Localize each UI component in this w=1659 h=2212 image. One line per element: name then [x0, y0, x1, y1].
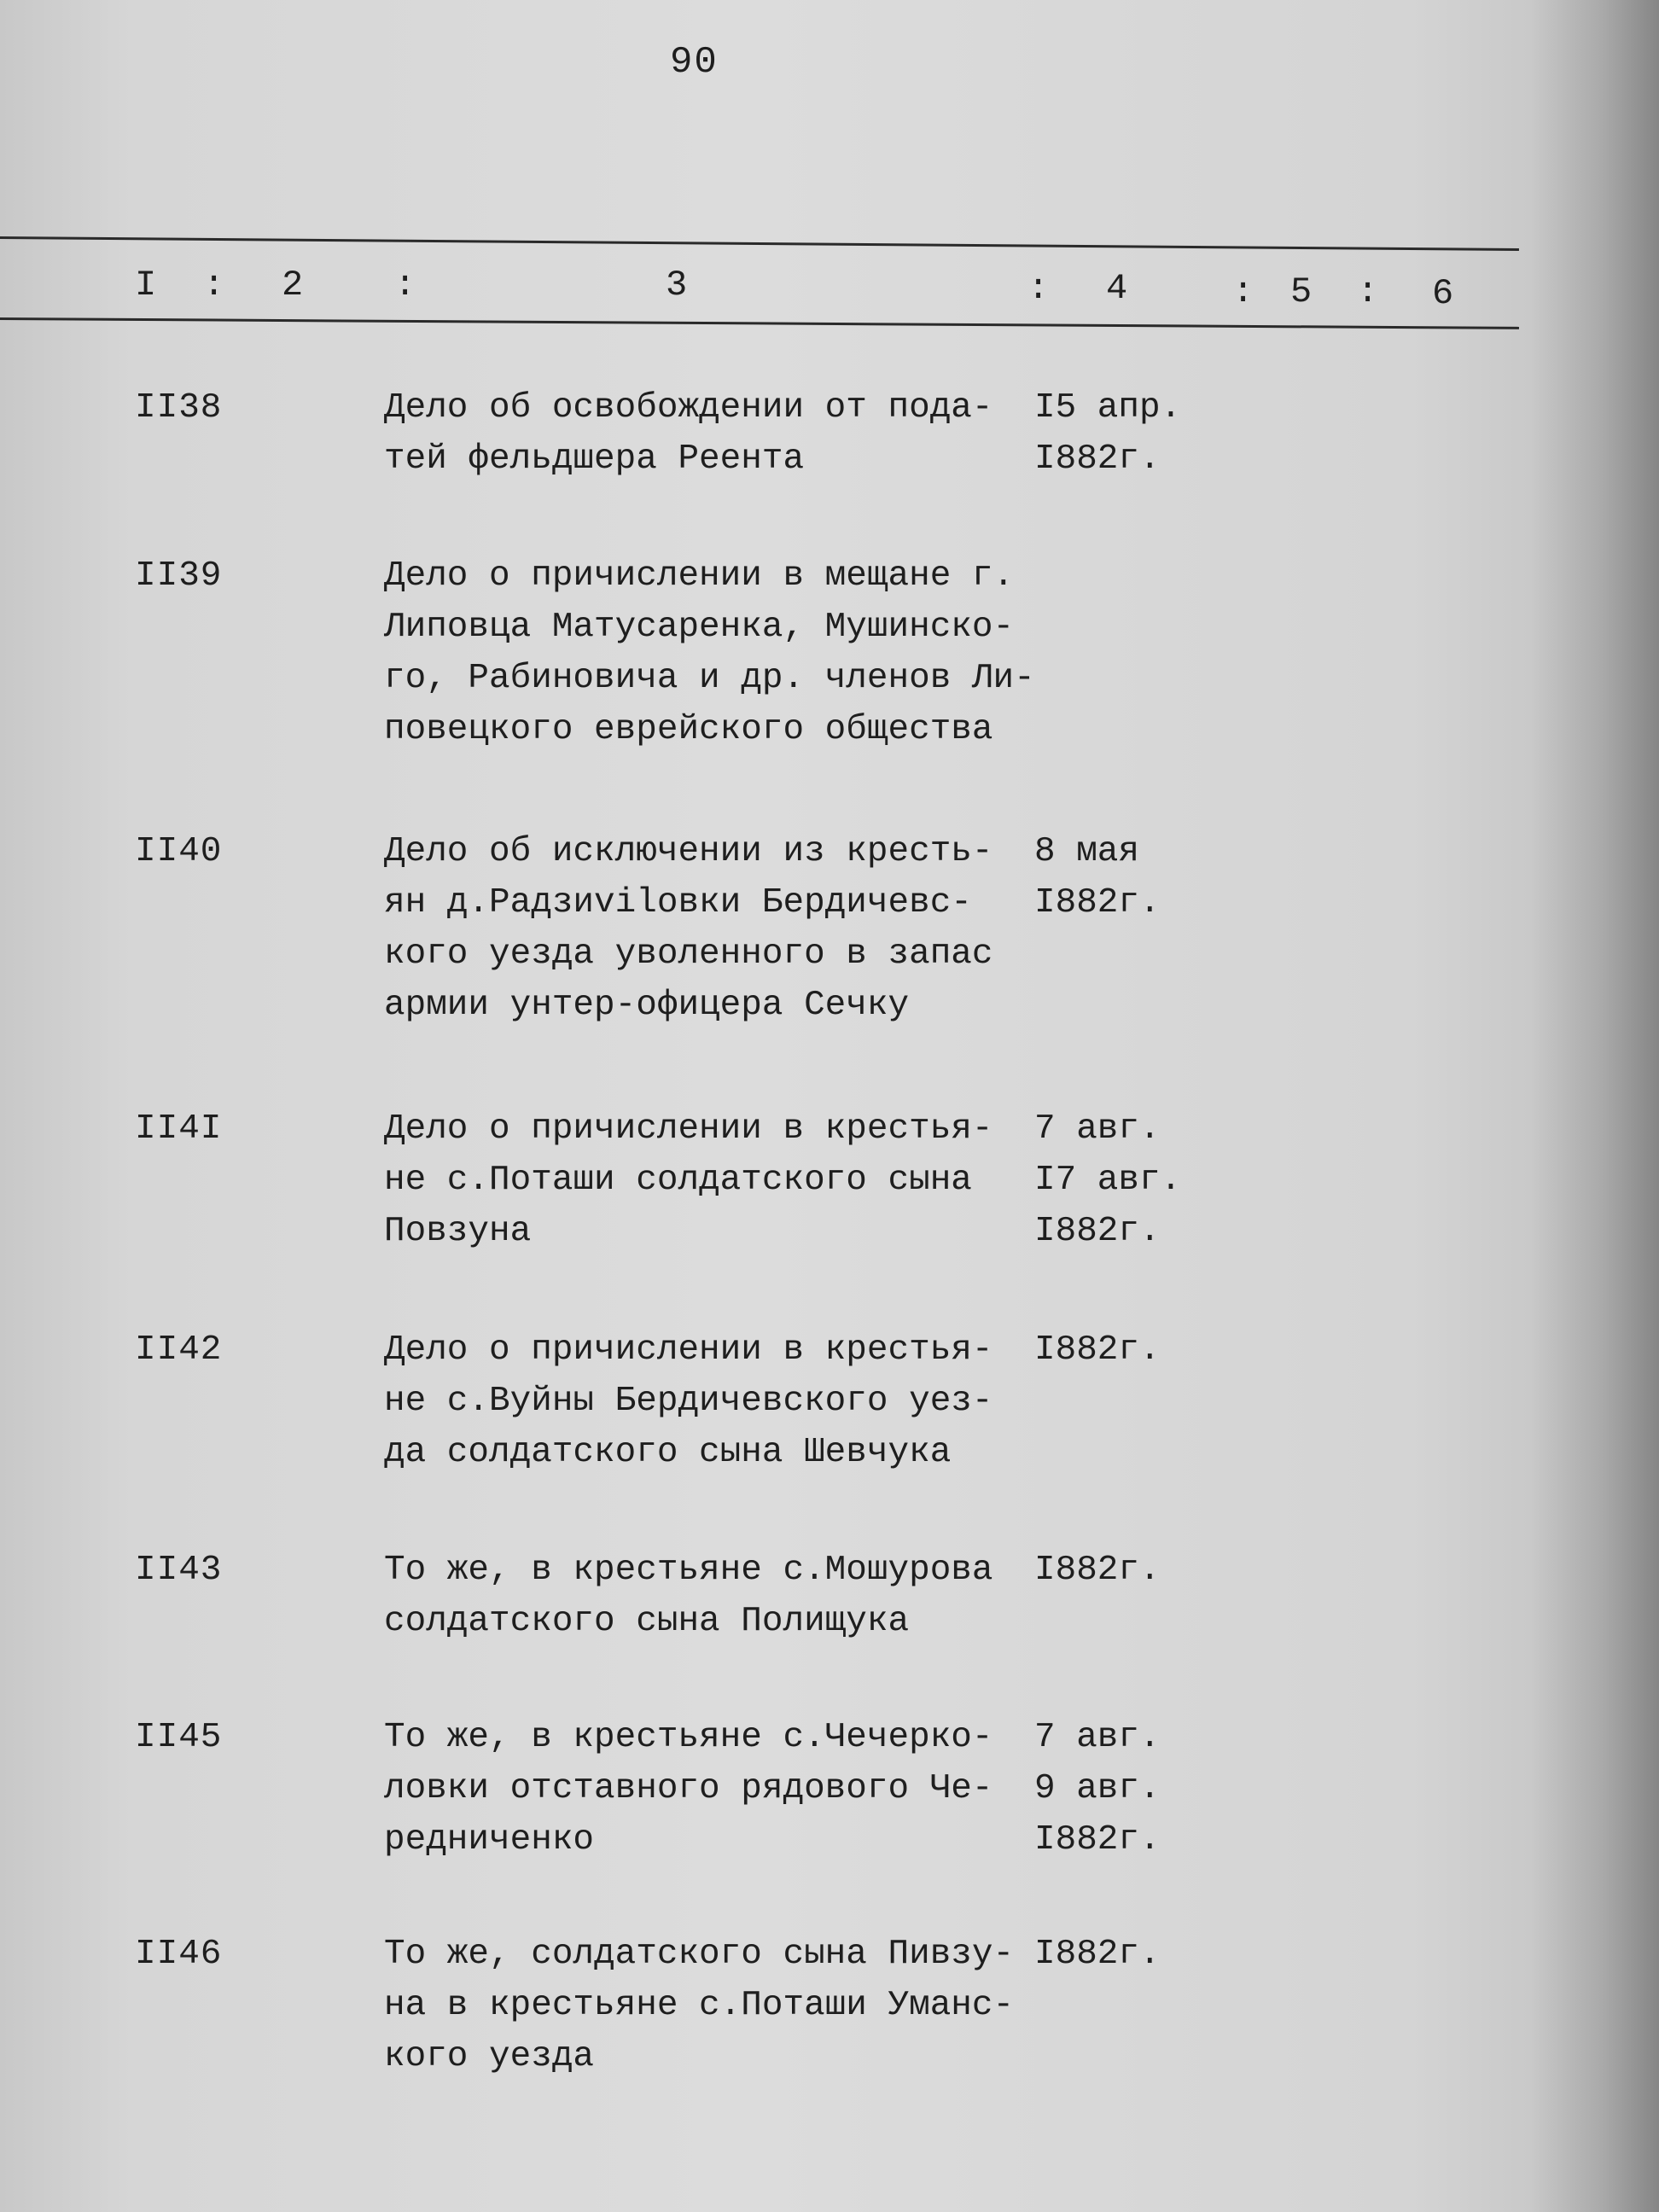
- description-line: не с.Поташи солдатского сына: [384, 1161, 972, 1200]
- description-line: го, Рабиновича и др. членов Ли-: [384, 659, 1035, 698]
- page-number: 90: [670, 41, 719, 84]
- entry-date: [1034, 1545, 1161, 1596]
- description-line: редниченко: [384, 1820, 595, 1860]
- description-line: То же, в крестьяне с.Мошурова: [384, 1551, 993, 1590]
- date-line: I882г.: [1034, 1935, 1161, 1974]
- entry-description: [384, 1545, 1058, 1647]
- date-line: I882г.: [1034, 1820, 1161, 1860]
- date-line: I882г.: [1034, 1212, 1161, 1251]
- entry-date: [1034, 1929, 1161, 1980]
- description-line: ловки отставного рядового Че-: [384, 1769, 993, 1808]
- entry-date: [1034, 1324, 1161, 1376]
- date-line: 8 мая: [1034, 832, 1140, 871]
- description-line: То же, солдатского сына Пивзу-: [384, 1935, 1015, 1974]
- entry-number: II39: [135, 556, 223, 596]
- entry-description: [384, 826, 1058, 1031]
- date-line: I882г.: [1034, 1551, 1161, 1590]
- entry-description: [384, 1103, 1058, 1257]
- column-header: I: [135, 265, 157, 306]
- column-separator: :: [1027, 268, 1050, 309]
- description-line: Повзуна: [384, 1212, 532, 1251]
- date-line: I7 авг.: [1034, 1161, 1182, 1200]
- description-line: Дело о причислении в крестья-: [384, 1109, 993, 1149]
- entry-date: [1034, 1712, 1161, 1866]
- entry-number: II42: [135, 1330, 223, 1370]
- description-line: солдатского сына Полищука: [384, 1602, 910, 1641]
- entry-description: [384, 550, 1058, 755]
- page-edge-shadow: [1531, 0, 1659, 2212]
- column-separator: :: [1232, 271, 1254, 312]
- date-line: I882г.: [1034, 439, 1161, 479]
- column-separator: :: [394, 265, 416, 306]
- description-line: Дело об освобождении от пода-: [384, 388, 993, 428]
- description-line: да солдатского сына Шевчука: [384, 1433, 952, 1472]
- entry-description: [384, 382, 1058, 485]
- entry-description: [384, 1712, 1058, 1866]
- date-line: I5 апр.: [1034, 388, 1182, 428]
- column-header: 4: [1106, 268, 1128, 309]
- date-line: 9 авг.: [1034, 1769, 1161, 1808]
- description-line: кого уезда: [384, 2037, 595, 2076]
- table-header-rule: [0, 317, 1519, 329]
- description-line: Дело об исключении из кресть-: [384, 832, 993, 871]
- date-line: I882г.: [1034, 883, 1161, 923]
- column-header: 5: [1290, 271, 1313, 312]
- date-line: I882г.: [1034, 1330, 1161, 1370]
- description-line: не с.Вуйны Бердичевского уез-: [384, 1382, 993, 1421]
- description-line: повецкого еврейского общества: [384, 710, 993, 749]
- description-line: Липовца Матусаренка, Мушинско-: [384, 608, 1015, 647]
- entry-number: II40: [135, 832, 223, 871]
- date-line: 7 авг.: [1034, 1109, 1161, 1149]
- column-header: 2: [282, 265, 304, 306]
- entry-description: [384, 1324, 1058, 1478]
- column-separator: :: [1357, 271, 1379, 312]
- description-line: на в крестьяне с.Поташи Уманс-: [384, 1986, 1015, 2025]
- entry-number: II46: [135, 1935, 223, 1974]
- description-line: Дело о причислении в мещане г.: [384, 556, 1015, 596]
- entry-number: II45: [135, 1718, 223, 1757]
- date-line: 7 авг.: [1034, 1718, 1161, 1757]
- column-separator: :: [203, 265, 225, 306]
- column-header: 3: [666, 265, 688, 306]
- entry-date: [1034, 382, 1181, 485]
- description-line: То же, в крестьяне с.Чечерко-: [384, 1718, 993, 1757]
- description-line: ян д.Радзиviloвки Бердичевс-: [384, 883, 972, 923]
- column-header: 6: [1432, 273, 1454, 314]
- entry-number: II4I: [135, 1109, 223, 1149]
- description-line: Дело о причислении в крестья-: [384, 1330, 993, 1370]
- entry-date: [1034, 1103, 1181, 1257]
- description-line: тей фельдшера Реента: [384, 439, 805, 479]
- entry-date: [1034, 826, 1161, 928]
- table-top-rule: [0, 236, 1519, 251]
- entry-description: [384, 1929, 1058, 2082]
- description-line: кого уезда уволенного в запас: [384, 934, 993, 974]
- entry-number: II38: [135, 388, 223, 428]
- description-line: армии унтер-офицера Сечку: [384, 986, 910, 1025]
- entry-number: II43: [135, 1551, 223, 1590]
- column-headers: [0, 256, 1519, 316]
